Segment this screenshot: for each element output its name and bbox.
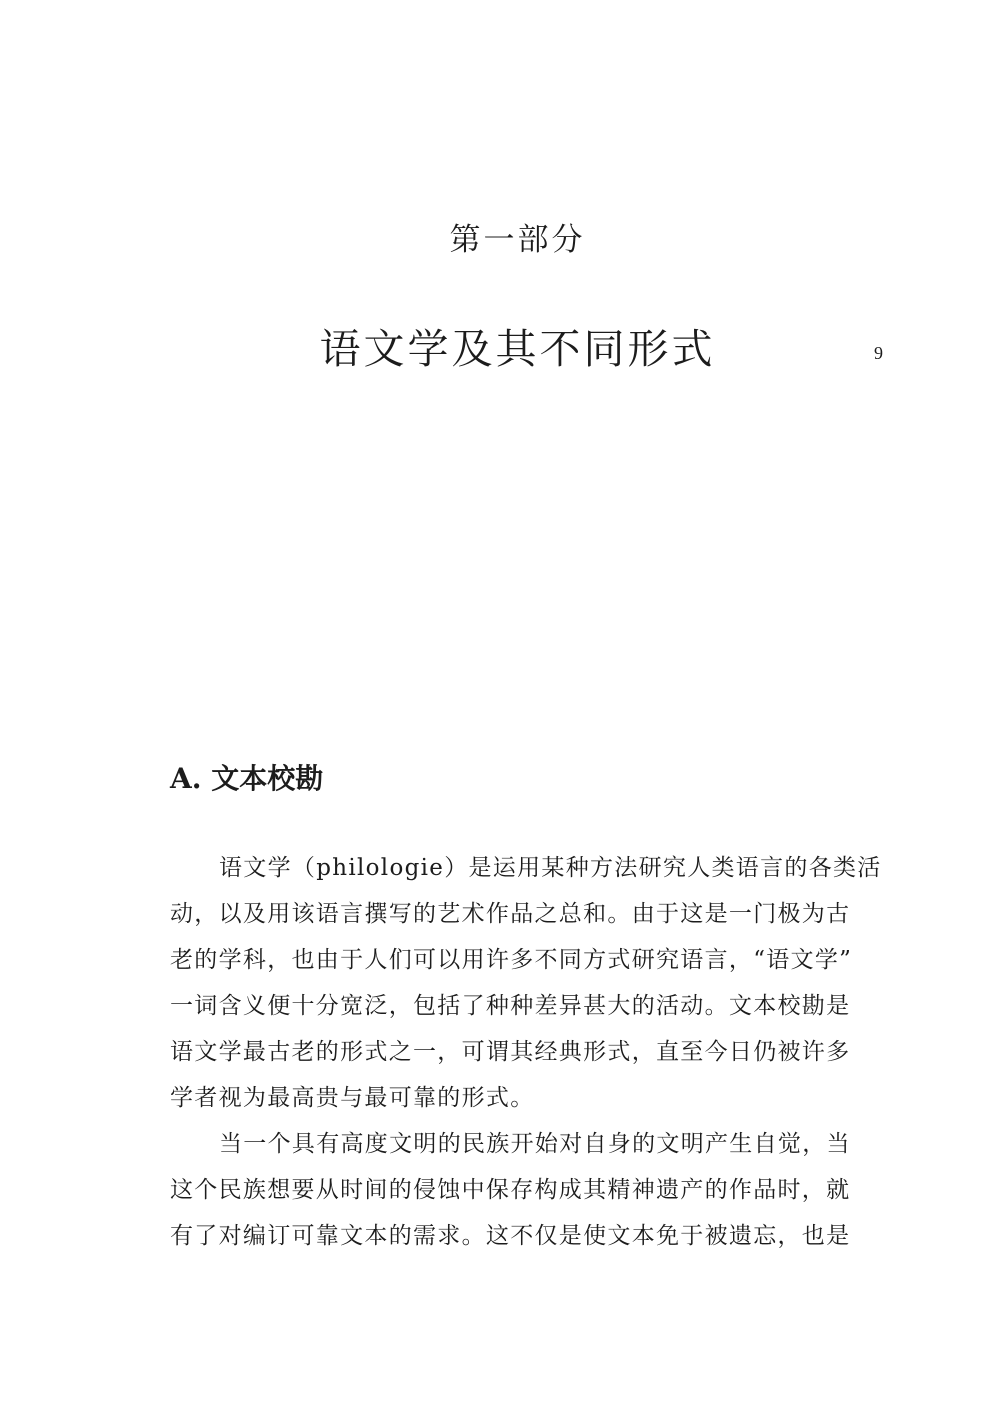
- text-line: 学者视为最高贵与最可靠的形式。: [170, 1085, 535, 1111]
- paragraph: [170, 1121, 870, 1259]
- text-line: 一词含义便十分宽泛，包括了种种差异甚大的活动。文本校勘是: [170, 993, 851, 1019]
- text-line: 动，以及用该语言撰写的艺术作品之总和。由于这是一门极为古: [170, 901, 851, 927]
- page-number: 9: [874, 343, 883, 363]
- text-line: 老的学科，也由于人们可以用许多不同方式研究语言，“语文学”: [170, 947, 853, 973]
- section-heading: A. 文本校勘: [170, 762, 324, 795]
- part-title: 语文学及其不同形式: [319, 325, 716, 373]
- text-line: 当一个具有高度文明的民族开始对自身的文明产生自觉，当: [219, 1131, 851, 1157]
- text-line: 这个民族想要从时间的侵蚀中保存构成其精神遗产的作品时，就: [170, 1177, 851, 1203]
- text-line: 有了对编订可靠文本的需求。这不仅是使文本免于被遗忘，也是: [170, 1223, 851, 1249]
- paragraph: [170, 845, 882, 1121]
- body-text: [170, 845, 882, 1259]
- part-label: 第一部分: [449, 222, 586, 258]
- text-line: 语文学（philologie）是运用某种方法研究人类语言的各类活: [219, 855, 882, 881]
- text-line: 语文学最古老的形式之一，可谓其经典形式，直至今日仍被许多: [170, 1039, 851, 1065]
